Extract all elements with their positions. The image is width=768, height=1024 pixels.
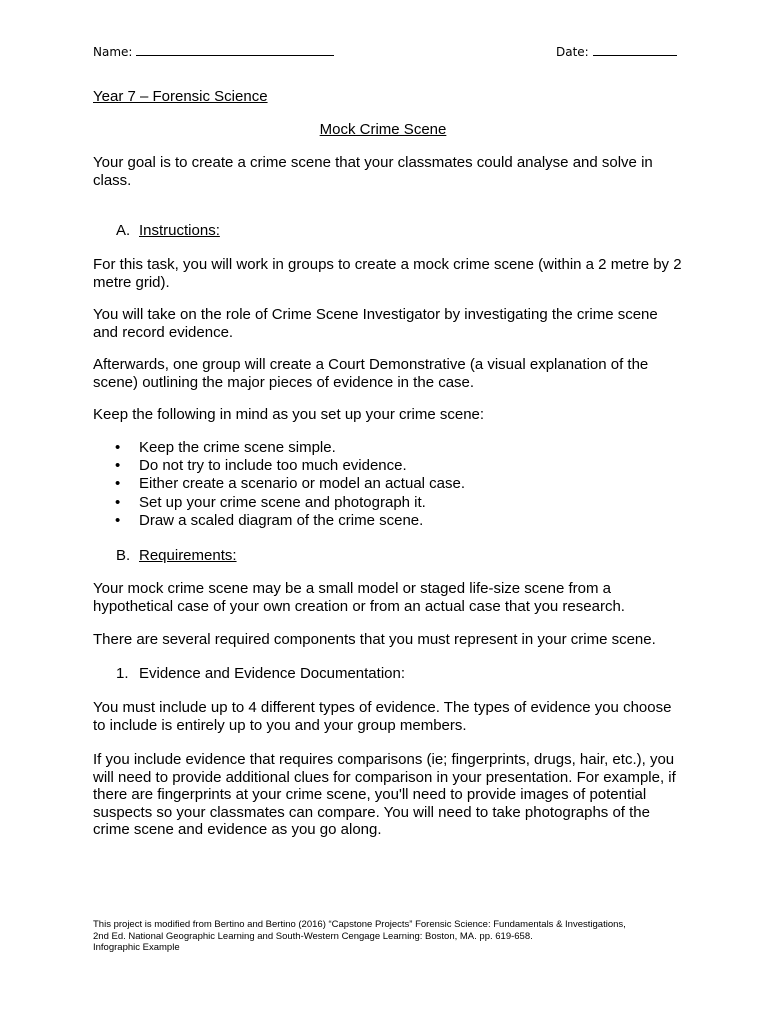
course-title: Year 7 – Forensic Science <box>93 88 268 105</box>
list-item-text: Draw a scaled diagram of the crime scene. <box>139 511 424 529</box>
goal-paragraph: Your goal is to create a crime scene that your classmates could analyse and solve in class. <box>93 154 653 189</box>
name-label: Name: <box>93 45 133 59</box>
list-item-text: Keep the crime scene simple. <box>139 439 336 456</box>
paragraph-b-2: There are several required components that you must represent in your crime scene. <box>93 631 656 648</box>
name-blank-line <box>136 43 334 56</box>
date-label: Date: <box>556 45 589 59</box>
section-b-letter: B. <box>116 547 131 564</box>
paragraph-b-1: Your mock crime scene may be a small model or staged life-size scene from a hypothetical case of your own creation or from an actual case that you research. <box>93 580 625 615</box>
footer-line-2: 2nd Ed. National Geographic Learning and South-Western Cengage Learning: Boston, MA. pp. 619-658. <box>93 930 533 942</box>
list-item-text: Set up your crime scene and photograph it. <box>139 493 426 511</box>
doc-title-text: Mock Crime Scene <box>319 121 447 138</box>
bullet-glyph: • <box>115 439 121 456</box>
footer-citation <box>93 919 693 954</box>
list-item <box>93 457 465 475</box>
list-item <box>93 439 465 457</box>
tips-list <box>93 439 465 530</box>
footer-line-1: This project is modified from Bertino and Bertino (2016) “Capstone Projects” Forensic Science: Fundamentals & Investigations, <box>93 919 626 930</box>
paragraph-a-1: For this task, you will work in groups to create a mock crime scene (within a 2 metre by 2 metre grid). <box>93 256 682 291</box>
bullet-glyph: • <box>115 457 121 475</box>
paragraph-1-1: You must include up to 4 different types of evidence. The types of evidence you choose to include is entirely up to you and your group members. <box>93 699 672 734</box>
paragraph-a-2: You will take on the role of Crime Scene Investigator by investigating the crime scene and record evidence. <box>93 306 658 341</box>
list-item-text: Do not try to include too much evidence. <box>139 457 407 475</box>
section-b-heading: Requirements: <box>139 547 237 564</box>
section-a-letter: A. <box>116 222 131 239</box>
section-a-heading: Instructions: <box>139 222 220 239</box>
doc-title <box>93 121 673 139</box>
date-blank-line <box>593 43 677 56</box>
paragraph-a-3: Afterwards, one group will create a Court Demonstrative (a visual explanation of the scene) outlining the major pieces of evidence in the case. <box>93 356 649 391</box>
footer-line-3: Infographic Example <box>93 942 180 953</box>
bullet-glyph: • <box>115 511 121 529</box>
list-item <box>93 512 465 530</box>
subsection-1-number: 1. <box>116 665 129 682</box>
list-item-text: Either create a scenario or model an actual case. <box>139 475 466 493</box>
list-item <box>93 475 465 493</box>
date-field <box>556 43 677 59</box>
subsection-1-heading: Evidence and Evidence Documentation: <box>139 665 406 682</box>
name-field <box>93 43 334 59</box>
list-item <box>93 494 465 512</box>
paragraph-1-2: If you include evidence that requires comparisons (ie; fingerprints, drugs, hair, etc.), you will need to provide additional clues for comparison in your presentation. For example, if there are fingerprints at your crime scene, you'll need to provide images of potential suspects so your classmates can compare. You will need to take photographs of the crime scene and evidence as you go along. <box>93 751 676 838</box>
bullet-glyph: • <box>115 475 121 493</box>
bullet-glyph: • <box>115 493 121 511</box>
paragraph-a-4: Keep the following in mind as you set up your crime scene: <box>93 406 485 423</box>
